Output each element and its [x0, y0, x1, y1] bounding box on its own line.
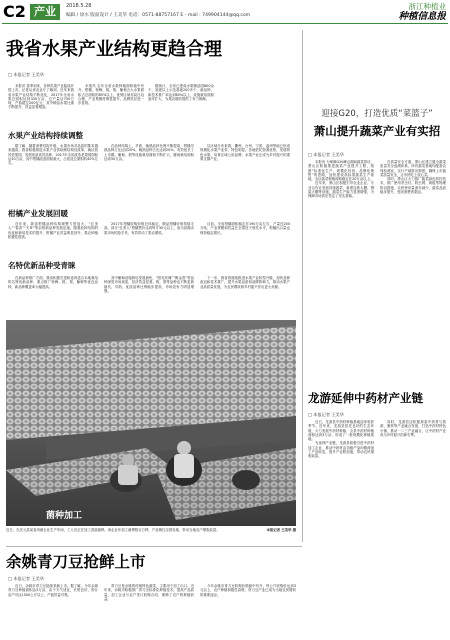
lead-col-3 [148, 84, 214, 126]
paragraph: 以区域分布来看，衢州、台州、宁波、温州等地已形成规模化水果产业带，特色明显。各地依托资源优势，发展特色水果，培育区域公用品牌，水果产业正成为乡村振兴的重要支撑产业。 [200, 144, 290, 161]
lead-col-10 [8, 276, 98, 314]
section-divider [6, 546, 302, 547]
lead-col-11 [104, 276, 194, 314]
lead-col-2 [78, 84, 144, 126]
paragraph: 2017年柑橘收购价格总体稳定，精品柑橘价格持续走高。部分“红美人”柑橘售价达到每斤30元以上，成为高端水果市场的抢手货，有效带动了果农增收。 [104, 222, 194, 235]
sidebar-kicker: 迎接G20，打造优质“菜篮子” [321, 109, 433, 119]
lead-col-5 [104, 144, 194, 200]
sidebar-col-1 [308, 160, 374, 356]
paragraph: 今年余姚市青刀豆收购价格稳中有升，每公斤收购价达到3元以上，农户种植积极性高涨，青刀豆产业已成为当地农民增收的重要途径。 [200, 584, 296, 597]
right-lower-headline: 龙游延伸中药材产业链 [308, 391, 423, 405]
lead-headline: 我省水果产业结构更趋合理 [6, 39, 222, 60]
paragraph: 据了解，随着消费结构升级，水果市场对品质的要求越来越高。我省积极推进水果产业供给侧结构性改革，淘汰低效老果园，发展优质高效品种，2017年全省改造老果园面积达10万亩，其中柑橘改造面积最大，占改造总面积的40%左右。 [8, 144, 98, 166]
subhead-structure: 水果产业结构持续调整 [8, 131, 83, 140]
paragraph: 近日，余姚市青刀豆陆续采摘上市。据了解，今年余姚青刀豆种植面积达3万亩，由于天气适宜，长势良好，预计亩产可达1500公斤以上，产值效益可观。 [8, 584, 98, 597]
paragraph: 下一步，我省将继续推进水果产业转型升级，加快品种改良和技术推广，提升水果品质和品牌影响力，推动水果产业高质量发展，为农民增收和乡村振兴作出更大贡献。 [200, 276, 290, 289]
subhead-varieties: 名特优新品种受青睐 [8, 261, 76, 270]
paragraph: 目前，全省柑橘面积稳定在190万亩左右，产量近200万吨，产业规模和效益在全国处于领先水平，柑橘出口量也保持稳定增长。 [200, 222, 290, 235]
lead-col-8 [104, 222, 194, 254]
photo-image [6, 320, 296, 526]
sidebar-headline: 萧山提升蔬菜产业有实招 [313, 124, 441, 138]
page-code: C2 [3, 2, 26, 21]
bottom-col-3 [200, 584, 296, 636]
issue-date: 2018.5.28 [66, 3, 92, 9]
paragraph: 本报讯 春季到来，各种瓜果产业陆续开园上市。记者从省农业厅了解到，近年来我省水果产业结构不断优化，2017年全省水果总面积达到330万亩，总产量达750万吨，产值超过200亿元，其中精品水果比重不断提升，效益显著增加。 [8, 84, 74, 110]
paragraph: 青刀豆是余姚的传统特色蔬菜，主要用于加工出口。近年来，余姚市积极推广青刀豆标准化种植技术，提高产品质量，加工企业与农户签订收购合同，保障了农户的种植收益。 [104, 584, 194, 601]
paragraph: 同时，龙游县还积极探索中药材与旅游、康养等产业融合发展，打造中药材特色小镇，推动一二三产业融合，让中药材产业成为乡村振兴的新引擎。 [380, 420, 446, 437]
paragraph: 为延伸产业链，龙游县积极引进中药材加工企业，推动中药材由初级产品向精深加工产品转变，提升产业附加值，带动农民增收致富。 [308, 441, 374, 459]
bottom-col-1 [8, 584, 98, 636]
masthead-logo: 种植信息报 [398, 11, 446, 22]
lead-col-1 [8, 84, 74, 126]
photo-credit: 本报记者 王美华 摄 [266, 528, 296, 532]
lead-byline: □ 本报记者 王美华 [8, 72, 44, 77]
lead-col-4 [8, 144, 98, 200]
bottom-byline: □ 本报记者 王美华 [8, 576, 44, 581]
mushroom-photo [6, 320, 296, 526]
bottom-headline: 余姚青刀豆抢鲜上市 [6, 553, 146, 571]
photo-title: 菌种加工 [46, 511, 83, 521]
paragraph: 同时，萧山区大力推广蔬菜绿色防控技术，推广使用杀虫灯、防虫网、黄板等物理防治措施，农药使用量逐年减少，蔬菜品质稳步提升，受到消费者欢迎。 [380, 177, 446, 195]
paragraph: 本报讯 为保障G20峰会期间蔬菜供应，萧山区积极推进蔬菜产业提升工程，按照“标准化生产、规模化经营、品牌化销售”的思路，加快建设高标准蔬菜生产基地，全区蔬菜种植面积稳定在20万亩以上。 [308, 160, 374, 182]
bottom-col-2 [104, 584, 194, 636]
lead-col-12 [200, 276, 290, 314]
paragraph: 近年来，萧山区积极引导农业企业、专业合作社发展设施蔬菜，新建连栋大棚、钢架大棚等设施，蔬菜生产能力显著增强，为保障市场供应奠定了坚实基础。 [308, 181, 374, 199]
header-rule [2, 23, 448, 24]
section-tab [30, 4, 60, 20]
page-header [0, 0, 450, 24]
lead-col-7 [8, 222, 98, 254]
caption-text: 近日，在庆元县某食用菌企业生产车间，工人们正在加工香菇菌棒。该企业年加工菌棒数百万棒，产品销往全国各地，带动当地农户增收致富。 [6, 528, 220, 532]
lead-col-9 [200, 222, 290, 254]
lead-col-6 [200, 144, 290, 200]
subhead-citrus: 柑橘产业发展回暖 [8, 209, 68, 218]
photo-caption [6, 528, 296, 542]
sidebar-byline: □ 本报记者 王美华 [308, 152, 344, 157]
paragraph: 近日，龙游县中药材种植基地迎来收获季节。近年来，龙游县依托良好的生态环境，大力发展中药材种植，全县中药材种植面积达到3万亩，形成了一批规模化种植基地。 [308, 420, 374, 442]
paragraph: 据统计，全省已建成水果精品园800余个，省级以上示范基地200多个，新品种、新技术推广率达到60%以上，设施栽培面积逐年扩大，为果农增收提供了有力保障。 [148, 84, 214, 101]
right-lower-col-1 [308, 420, 374, 630]
paragraph: 在品种结构上，早熟、晚熟品种比例不断提高，柑橘早熟品种占比达到25%，晚熟品种占比达到20%，有效延长了上市期。葡萄、梨等设施栽培面积不断扩大，避雨栽培面积达到30万亩。 [104, 144, 194, 161]
paragraph: 在质量安全方面，萧山区建立健全蔬菜质量安全追溯体系，所有蔬菜基地均配备农残检测室，实行产地准出制度，确保上市蔬菜质量安全，让市民吃上放心菜。 [380, 160, 446, 177]
paper-name: 浙江种植业 [408, 2, 446, 11]
paragraph: 近年来，我省柑橘品种结构调整力度加大，“红美人”“春香”“天草”等杂柑新品种发展迅速。随着品种结构的优化和栽培技术的提升，柑橘产业效益明显回升，果农种植积极性提高。 [8, 222, 98, 239]
sidebar-col-2 [380, 160, 446, 356]
paragraph: 在新品种推广方面，我省积极引进和选育适合本地栽培的名特优新品种，重点推广杨梅、桃、梨、葡萄等优良品种，新品种覆盖率大幅提高。 [8, 276, 98, 289]
paragraph: 本报讯 去年全省水果种植面积稳中有升，柑橘、杨梅、桃、梨、葡萄五大水果面积占总面积的85%以上，优势区域布局日趋合理，产业集聚度明显提升，品牌效应进一步显现。 [78, 84, 144, 106]
column-divider [302, 30, 303, 542]
section-label: 产业 [34, 5, 56, 18]
right-lower-col-2 [380, 420, 446, 630]
paragraph: 其中葡萄设施栽培发展最快，“阳光玫瑰”“醉金香”等品种深受市场欢迎，经济效益显著。桃、梨等品种也不断更新换代，早熟、优质品种比例稳步提高，市场竞争力明显增强。 [104, 276, 194, 293]
right-lower-byline: □ 本报记者 王美华 [308, 412, 344, 417]
editor-line: 编辑 / 徐水 版面设计 / 王美华 电话：0571-88757167 E - mail : 749904144@qq.com [66, 13, 251, 18]
